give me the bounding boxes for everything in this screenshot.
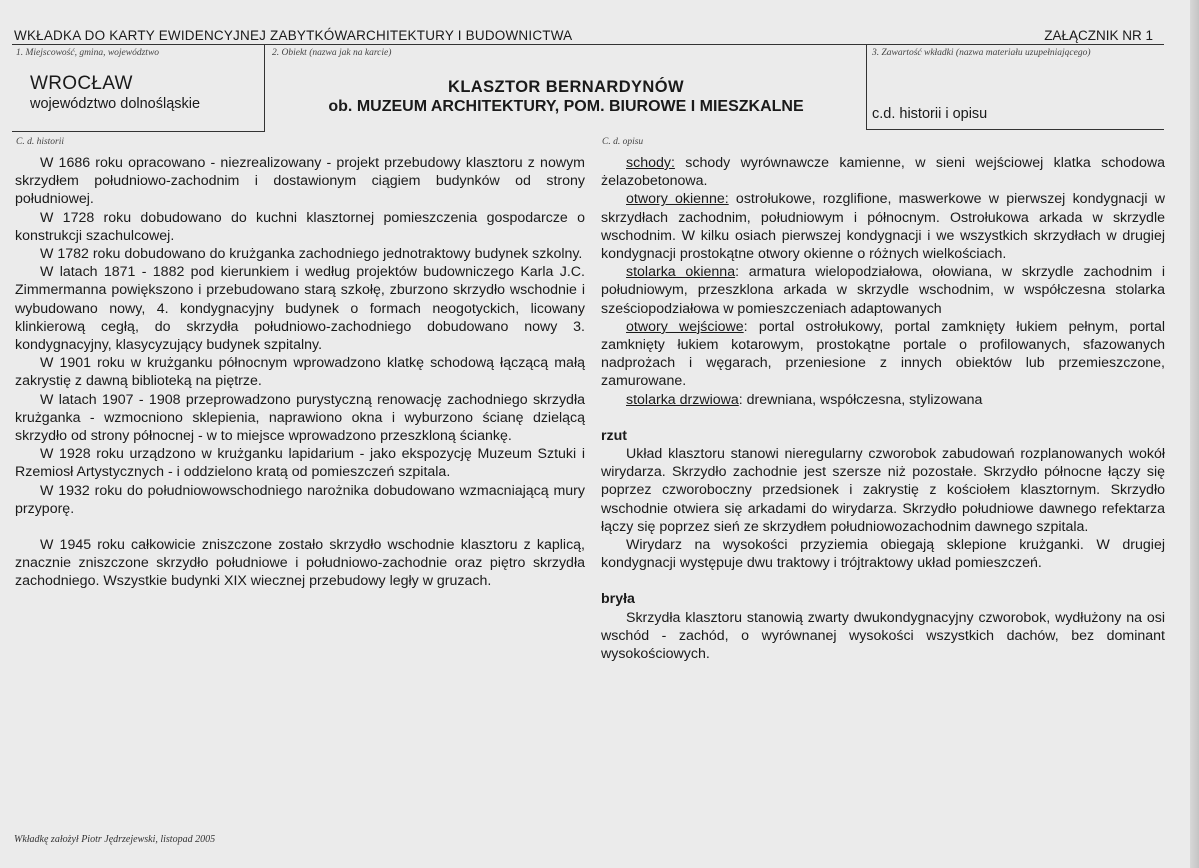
- item-term: stolarka okienna: [626, 264, 736, 281]
- item-text: schody wyrównawcze kamienne, w sieni wejściowej klatka schodowa żelazobetonowa.: [601, 155, 1165, 190]
- item-term: stolarka drzwiowa: [626, 391, 739, 408]
- rzut-paragraph: Układ klasztoru stanowi nieregularny czworobok zabudowań rozplanowanych wokół wirydarza. Skrzydło zachodnie jest szersze niż pozostałe. Skrzydło północne łączy się poprzez czworoboczny przedsionek i zakrystię z kościołem klasztornym. Skrzydło wschodnie otwiera się arkadami do wirydarza. Skrzydło południowe dawnego refektarza łączy się poprzez sień ze skrzydłem południowozachodnim dawnego szpitala.: [601, 446, 1165, 535]
- field-underline: [866, 129, 1164, 130]
- form-title: WKŁADKA DO KARTY EWIDENCYJNEJ ZABYTKÓWARCHITEKTURY I BUDOWNICTWA: [14, 28, 573, 43]
- top-rule: [12, 44, 1164, 45]
- item-text: : portal ostrołukowy, portal zamknięty łukiem pełnym, portal zamknięty łukiem kotarowym, prostokątne portale o profilowanych, sfazowanych nadprożach i węgarach, przeniesione z innych obiektów lub przemieszczone, zamurowane.: [601, 318, 1165, 390]
- history-section-label: C. d. historii: [16, 137, 65, 147]
- insert-contents: c.d. historii i opisu: [872, 106, 988, 122]
- history-paragraph: W 1928 roku urządzono w krużganku lapidarium - jako ekspozycję Muzeum Sztuki i Rzemiosł Artystycznych - i oddzielono kratą od pomieszczeń szpitala.: [15, 446, 585, 481]
- location-field-label: 1. Miejscowość, gmina, województwo: [16, 48, 160, 58]
- column-divider: [866, 45, 867, 130]
- item-text: : armatura wielopodziałowa, ołowiana, w skrzydle zachodnim i południowym, przeszklona arkada w skrzydle wschodnim, w współczesna stolarka sześciopodziałowa w pomieszczeniach adaptowanych: [601, 264, 1165, 317]
- voivodeship-name: województwo dolnośląskie: [30, 96, 201, 112]
- item-term: otwory wejściowe: [626, 318, 744, 335]
- description-item: [601, 190, 1165, 263]
- description-column: [601, 154, 1165, 663]
- object-title: KLASZTOR BERNARDYNÓW: [448, 78, 684, 96]
- item-text: : drewniana, współczesna, stylizowana: [738, 391, 983, 408]
- history-column: [15, 154, 585, 591]
- annex-number: ZAŁĄCZNIK NR 1: [1044, 28, 1153, 43]
- scan-edge: [1190, 0, 1199, 868]
- history-paragraph: W 1901 roku w krużganku północnym wprowadzono klatkę schodową łączącą małą zakrystię z dawną biblioteką na piętrze.: [15, 355, 585, 390]
- rzut-heading: rzut: [601, 427, 628, 444]
- bryla-paragraph: Skrzydła klasztoru stanowią zwarty dwukondygnacyjny czworobok, wydłużony na osi wschód - zachód, o wyrównanej wysokości wszystkich dachów, bez dominant wysokościowych.: [601, 609, 1165, 663]
- rzut-paragraph: Wirydarz na wysokości przyziemia obiegają sklepione krużganki. W drugiej kondygnacji występuje dwu traktowy i trójtraktowy układ pomieszczeń.: [601, 537, 1165, 572]
- description-item: [601, 391, 1165, 409]
- contents-field-label: 3. Zawartość wkładki (nazwa materiału uzupełniającego): [872, 48, 1091, 58]
- history-paragraph: W latach 1871 - 1882 pod kierunkiem i według projektów budowniczego Karla J.C. Zimmermanna powiększono i przebudowano starą szkołę, zburzono skrzydło wschodnie i wybudowano nowy, 4. kondygnacyjny budynek o formach neogotyckich, licowany klinkierową cegłą, do skrzydła południowo-zachodniego dobudowano nowy 3. kondygnacyjny, klasycyzujący budynek szpitalny.: [15, 264, 585, 354]
- history-paragraph: W latach 1907 - 1908 przeprowadzono purystyczną renowację zachodniego skrzydła krużganka - wzmocniono sklepienia, naprawiono okna i wyburzono ścianę dzielącą skrzydło od strony północnej - w to miejsce wprowadzono przeszkloną ściankę.: [15, 391, 585, 445]
- description-item: [601, 154, 1165, 190]
- history-paragraph: W 1686 roku opracowano - niezrealizowany - projekt przebudowy klasztoru z nowym skrzydłem południowo-zachodnim i dostawionym ciągiem budynków od strony południowej.: [15, 155, 585, 208]
- object-subtitle: ob. MUZEUM ARCHITEKTURY, POM. BIUROWE I MIESZKALNE: [328, 98, 804, 115]
- item-term: schody:: [626, 155, 675, 171]
- history-paragraph: W 1932 roku do południowowschodniego narożnika dobudowano wzmacniającą mury przyporę.: [15, 482, 585, 517]
- city-name: WROCŁAW: [30, 73, 133, 94]
- history-paragraph: W 1728 roku dobudowano do kuchni klasztornej pomieszczenia gospodarcze o konstrukcji szachulcowej.: [15, 209, 585, 244]
- field-underline: [12, 131, 264, 132]
- description-section-label: C. d. opisu: [602, 137, 644, 147]
- description-item: [601, 263, 1165, 318]
- bryla-heading: bryła: [601, 591, 635, 608]
- item-term: otwory okienne:: [626, 191, 729, 208]
- history-paragraph: W 1782 roku dobudowano do krużganka zachodniego jednotraktowy budynek szkolny.: [40, 246, 583, 263]
- footer-author-note: Wkładkę założył Piotr Jędrzejewski, listopad 2005: [14, 834, 216, 845]
- object-field-label: 2. Obiekt (nazwa jak na karcie): [272, 48, 392, 58]
- item-text: ostrołukowe, rozglifione, maswerkowe w pierwszej kondygnacji w skrzydłach zachodnim, południowym i północnym. Ostrołukowa arkada w skrzydle wschodnim. W kilku osiach pierwszej kondygnacji i we wszystkich skrzydłach w drugiej kondygnacji prostokątne otwory okienne o różnych wielkościach.: [601, 191, 1166, 263]
- description-item: [601, 318, 1165, 391]
- history-paragraph: W 1945 roku całkowicie zniszczone zostało skrzydło wschodnie klasztoru z kaplicą, znacznie zniszczone skrzydło południowe i południowo-zachodnie oraz piętro skrzydła zachodniego. Wszystkie budynki XIX wiecznej przebudowy legły w gruzach.: [15, 537, 585, 590]
- column-divider: [264, 45, 265, 132]
